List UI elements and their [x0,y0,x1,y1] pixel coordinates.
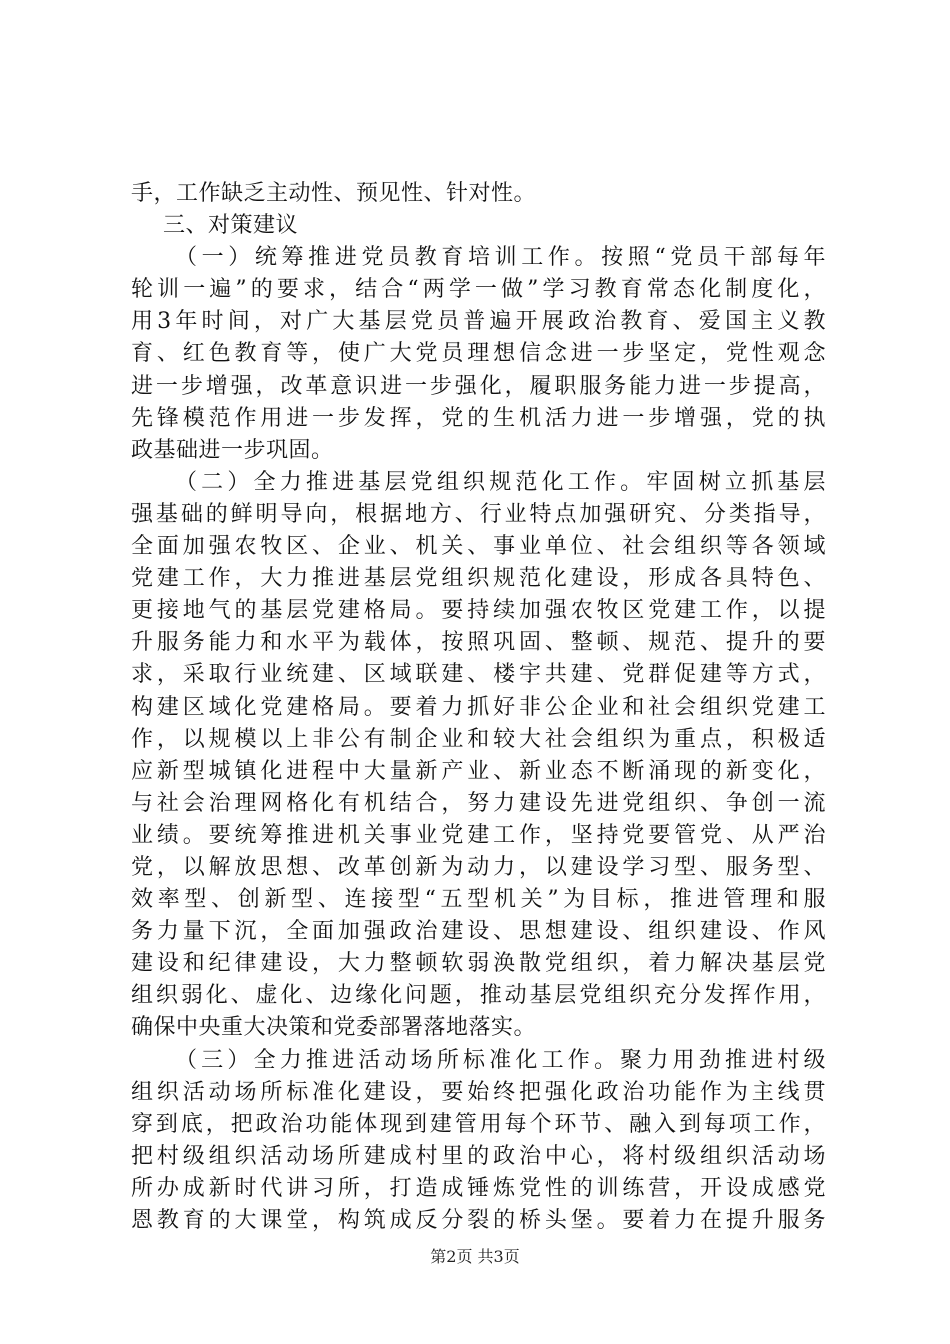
text-line: 所办成新时代讲习所，打造成锤炼党性的训练营，开设成感党 [131,1175,826,1201]
text-line: 作，以规模以上非公有制企业和较大社会组织为重点，积极适 [131,726,826,752]
text-line: 业绩。要统筹推进机关事业党建工作，坚持党要管党、从严治 [131,822,826,848]
text-line: 建设和纪律建设，大力整顿软弱涣散党组织，着力解决基层党 [131,951,826,977]
text-line: 恩教育的大课堂，构筑成反分裂的桥头堡。要着力在提升服务 [131,1208,826,1233]
text-line: 穿到底，把政治功能体现到建管用每个环节、融入到每项工作， [131,1111,826,1137]
text-line: 把村级组织活动场所建成村里的政治中心，将村级组织活动场 [131,1143,826,1169]
text-line: 育、红色教育等，使广大党员理想信念进一步坚定，党性观念 [131,341,826,367]
text-line: 与社会治理网格化有机结合，努力建设先进党组织、争创一流 [131,790,826,816]
text-line: 轮训一遍”的要求，结合“两学一做”学习教育常态化制度化， [131,277,826,303]
text-line: 效率型、创新型、连接型“五型机关”为目标，推进管理和服 [131,887,826,913]
text-line: （一）统筹推进党员教育培训工作。按照“党员干部每年 [175,245,826,271]
text-line: 升服务能力和水平为载体，按照巩固、整顿、规范、提升的要 [131,630,826,656]
text-line: 构建区域化党建格局。要着力抓好非公企业和社会组织党建工 [131,694,826,720]
text-line: 党建工作，大力推进基层党组织规范化建设，形成各具特色、 [131,566,826,592]
text-line: 务力量下沉，全面加强政治建设、思想建设、组织建设、作风 [131,919,826,945]
text-line: 强基础的鲜明导向，根据地方、行业特点加强研究、分类指导， [131,501,826,527]
text-line: 求，采取行业统建、区域联建、楼宇共建、党群促建等方式， [131,662,826,688]
text-line: 政基础进一步巩固。 [131,437,334,463]
text-line: 组织弱化、虚化、边缘化问题，推动基层党组织充分发挥作用， [131,983,826,1009]
text-line: 更接地气的基层党建格局。要持续加强农牧区党建工作，以提 [131,598,826,624]
text-line: 进一步增强，改革意识进一步强化，履职服务能力进一步提高， [131,373,826,399]
document-body [131,178,826,1237]
text-line: 用3年时间，对广大基层党员普遍开展政治教育、爱国主义教 [131,309,826,335]
page-footer: 第2页 共3页 [430,1247,520,1266]
text-line: 确保中央重大决策和党委部署落地落实。 [131,1015,537,1041]
text-line: 先锋模范作用进一步发挥，党的生机活力进一步增强，党的执 [131,405,826,431]
text-line: （三）全力推进活动场所标准化工作。聚力用劲推进村级 [175,1047,826,1073]
text-line: 党，以解放思想、改革创新为动力，以建设学习型、服务型、 [131,854,826,880]
text-line: （二）全力推进基层党组织规范化工作。牢固树立抓基层 [175,469,826,495]
text-line: 组织活动场所标准化建设，要始终把强化政治功能作为主线贯 [131,1079,826,1105]
text-line: 全面加强农牧区、企业、机关、事业单位、社会组织等各领域 [131,534,826,560]
text-line: 应新型城镇化进程中大量新产业、新业态不断涌现的新变化， [131,758,826,784]
text-line: 三、对策建议 [163,213,299,239]
text-line: 手，工作缺乏主动性、预见性、针对性。 [131,181,537,206]
